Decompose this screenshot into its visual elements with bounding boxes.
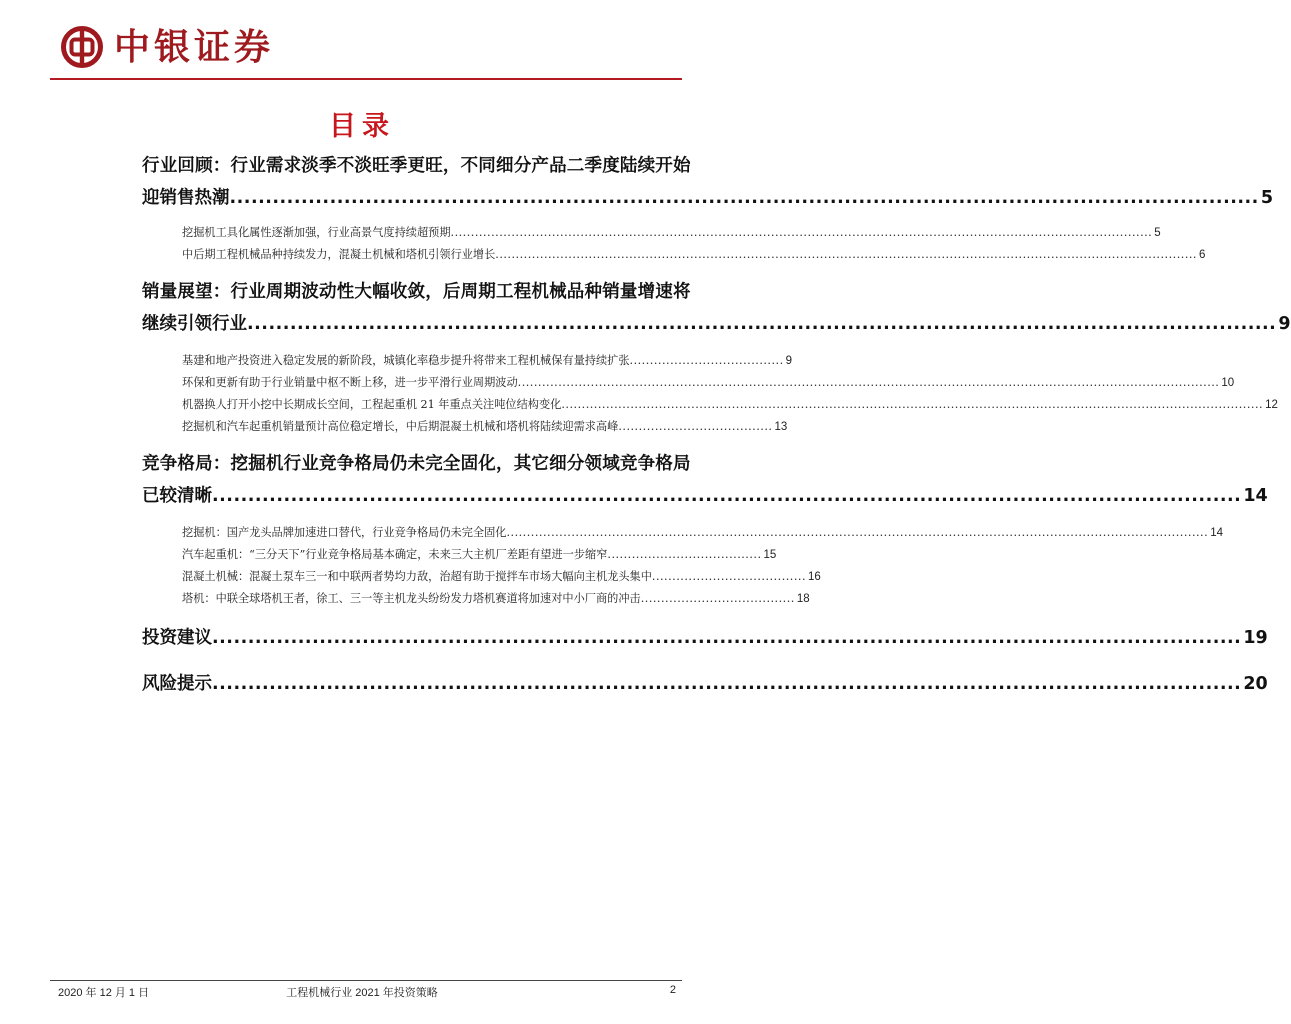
toc-subsection[interactable] [142, 394, 1278, 416]
toc-page-number: 20 [1243, 674, 1268, 694]
toc-section-title-cont: 已较清晰 [142, 486, 212, 506]
toc-page-number: 6 [1199, 249, 1206, 261]
toc-leader-dots: ................................................................................................................................................ [212, 674, 1242, 694]
toc-section-title: 行业回顾：行业需求淡季不淡旺季更旺，不同细分产品二季度陆续开始 [142, 156, 691, 176]
bank-of-china-logo-icon [60, 25, 104, 69]
footer-rule [50, 980, 682, 981]
toc-subsection-title: 挖掘机工具化属性逐渐加强，行业高景气度持续超预期 [182, 226, 451, 239]
toc-leader-dots: ...................................... [618, 420, 773, 433]
brand-logo [60, 25, 274, 69]
page-header [50, 22, 682, 78]
toc-leader-dots: ...................................... [651, 570, 807, 583]
toc-leader-dots: ............................................................................................................................................................................. [450, 226, 1153, 239]
toc-subsection-title: 混凝土机械：混凝土泵车三一和中联两者势均力敌，治超有助于搅拌车市场大幅向主机龙头集中 [182, 570, 652, 583]
toc-section-industry-review[interactable] [142, 150, 1273, 214]
toc-section-title: 投资建议 [142, 628, 212, 648]
toc-leader-dots: ............................................................................................................................................................................. [561, 398, 1264, 411]
toc-page-number: 5 [1154, 227, 1161, 239]
toc-section-title: 销量展望：行业周期波动性大幅收敛，后周期工程机械品种销量增速将 [142, 282, 691, 302]
toc-subsection[interactable] [142, 522, 1223, 544]
toc-leader-dots: ................................................................................................................................................ [247, 314, 1277, 334]
toc-title: 目录 [329, 111, 395, 142]
toc-page-number: 15 [763, 549, 777, 561]
toc-page-number: 9 [785, 355, 793, 367]
header-rule [50, 78, 682, 80]
toc-leader-dots: ............................................................................................................................................................................. [517, 376, 1220, 389]
toc-page-number: 9 [1278, 314, 1291, 334]
toc-page-number: 19 [1243, 628, 1268, 648]
toc-section-title-cont: 迎销售热潮 [142, 188, 230, 208]
toc-section-sales-outlook[interactable] [142, 276, 1291, 340]
toc-subsection[interactable] [142, 372, 1235, 394]
footer-page-number: 2 [669, 984, 676, 996]
toc-subsection-title: 基建和地产投资进入稳定发展的新阶段，城镇化率稳步提升将带来工程机械保有量持续扩张 [182, 354, 630, 367]
toc-leader-dots: ................................................................................................................................................ [212, 486, 1242, 506]
toc-subsection[interactable] [142, 350, 793, 372]
toc-subsection-title: 环保和更新有助于行业销量中枢不断上移，进一步平滑行业周期波动 [182, 376, 518, 389]
toc-page-number: 16 [808, 571, 821, 583]
toc-page-number: 10 [1221, 377, 1235, 389]
toc-subsection-title: 中后期工程机械品种持续发力，混凝土机械和塔机引领行业增长 [182, 248, 496, 261]
toc-section-investment-advice[interactable] [142, 622, 1268, 654]
toc-leader-dots: ................................................................................................................................................ [229, 188, 1259, 208]
toc-subsection-title: 挖掘机：国产龙头品牌加速进口替代，行业竞争格局仍未完全固化 [182, 526, 507, 539]
table-of-contents [142, 148, 1291, 700]
toc-section-title: 竞争格局：挖掘机行业竞争格局仍未完全固化，其它细分领域竞争格局 [142, 454, 691, 474]
brand-name: 中银证券 [114, 26, 275, 68]
toc-leader-dots: ................................................................................................................................................ [212, 628, 1242, 648]
toc-subsection[interactable] [142, 544, 777, 566]
toc-page-number: 5 [1260, 188, 1273, 208]
toc-leader-dots: ...................................... [607, 548, 762, 561]
toc-page-number: 13 [774, 421, 788, 433]
toc-subsection[interactable] [142, 222, 1161, 244]
toc-section-risk-warning[interactable] [142, 668, 1268, 700]
toc-subsection[interactable] [142, 244, 1206, 266]
toc-subsection-title: 汽车起重机：“三分天下”行业竞争格局基本确定，未来三大主机厂差距有望进一步缩窄 [182, 548, 608, 561]
toc-page-number: 12 [1265, 399, 1278, 411]
toc-subsection-title: 挖掘机和汽车起重机销量预计高位稳定增长，中后期混凝土机械和塔机将陆续迎需求高峰 [182, 420, 619, 433]
toc-page-number: 14 [1243, 486, 1268, 506]
toc-page-number: 18 [796, 593, 810, 605]
toc-section-title-cont: 继续引领行业 [142, 314, 247, 334]
toc-leader-dots: ............................................................................................................................................................................. [506, 526, 1209, 539]
toc-section-competition[interactable] [142, 448, 1268, 512]
toc-subsection[interactable] [142, 416, 788, 438]
toc-subsection-title: 机器换人打开小挖中长期成长空间，工程起重机 21 年重点关注吨位结构变化 [182, 398, 562, 411]
toc-section-title: 风险提示 [142, 674, 212, 694]
footer-report-title: 工程机械行业 2021 年投资策略 [286, 987, 438, 999]
toc-page-number: 14 [1210, 527, 1223, 539]
toc-subsection[interactable] [142, 566, 821, 588]
toc-leader-dots: ............................................................................................................................................................................. [495, 248, 1197, 261]
toc-subsection[interactable] [142, 588, 810, 610]
toc-leader-dots: ...................................... [629, 354, 784, 367]
toc-leader-dots: ...................................... [640, 592, 795, 605]
toc-subsection-title: 塔机：中联全球塔机王者，徐工、三一等主机龙头纷纷发力塔机赛道将加速对中小厂商的冲击 [182, 592, 641, 605]
footer-date: 2020 年 12 月 1 日 [58, 987, 150, 999]
